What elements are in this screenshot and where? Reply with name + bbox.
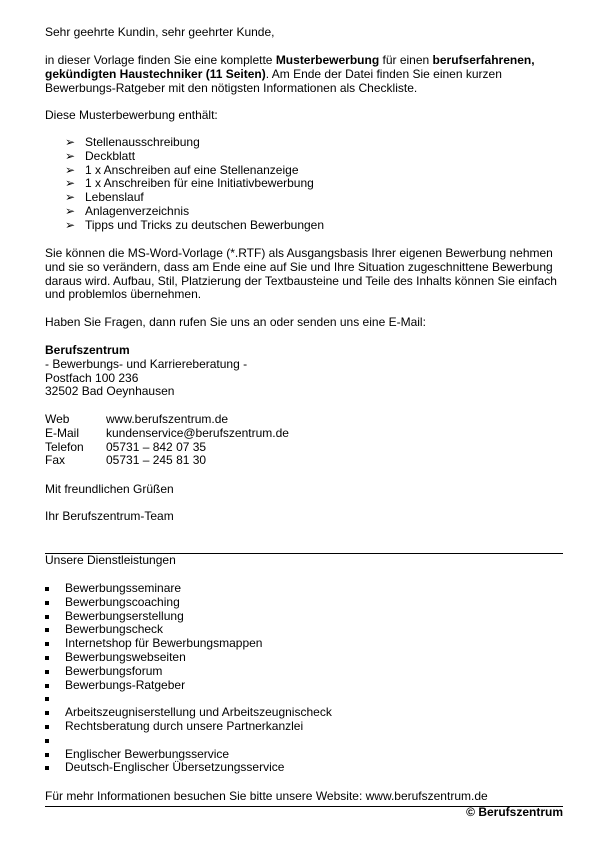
contents-item bbox=[45, 136, 565, 150]
address-block bbox=[45, 344, 565, 399]
contents-item-label: Lebenslauf bbox=[85, 190, 144, 205]
square-bullet-icon bbox=[45, 739, 49, 743]
service-item-label: Bewerbungsforum bbox=[65, 663, 163, 678]
square-bullet-icon bbox=[45, 725, 49, 729]
contents-item-label: Anlagenverzeichnis bbox=[85, 203, 190, 218]
contents-heading: Diese Musterbewerbung enthält: bbox=[45, 108, 218, 122]
contact-row bbox=[45, 441, 565, 455]
service-item bbox=[45, 748, 565, 762]
contact-row bbox=[45, 427, 565, 441]
arrow-bullet-icon: ➢ bbox=[65, 162, 76, 177]
contents-item bbox=[45, 164, 565, 178]
intro-text: für einen bbox=[379, 53, 433, 67]
contents-item-label: Stellenausschreibung bbox=[85, 135, 200, 149]
service-item-label: Internetshop für Bewerbungsmappen bbox=[65, 636, 263, 651]
contents-item bbox=[45, 150, 565, 164]
service-item-label: Bewerbungswebseiten bbox=[65, 649, 186, 664]
square-bullet-icon bbox=[45, 766, 49, 770]
service-item bbox=[45, 596, 565, 610]
contents-item bbox=[45, 205, 565, 219]
intro-text: . Am Ende der Datei finden Sie einen kurzen Bewerbungs-Ratgeber mit den nötigsten Informationen als Checkliste. bbox=[45, 66, 502, 95]
contents-item-label: Tipps und Tricks zu deutschen Bewerbungen bbox=[85, 217, 325, 232]
service-item bbox=[45, 720, 565, 734]
intro-paragraph bbox=[45, 54, 565, 95]
service-item-label: Bewerbungscoaching bbox=[65, 594, 180, 609]
contact-row bbox=[45, 454, 565, 468]
services-heading: Unsere Dienstleistungen bbox=[45, 553, 176, 567]
service-item bbox=[45, 651, 565, 665]
square-bullet-icon bbox=[45, 753, 49, 757]
intro-text: in dieser Vorlage finden Sie eine komplette bbox=[45, 53, 276, 67]
contact-label: Telefon bbox=[45, 439, 84, 454]
contact-row bbox=[45, 413, 565, 427]
service-item bbox=[45, 679, 565, 693]
contact-value: kundenservice@berufszentrum.de bbox=[106, 425, 289, 440]
contact-label: Fax bbox=[45, 453, 66, 468]
square-bullet-icon bbox=[45, 711, 49, 715]
square-bullet-icon bbox=[45, 601, 49, 605]
service-item-label: Rechtsberatung durch unsere Partnerkanzlei bbox=[65, 718, 304, 733]
square-bullet-icon bbox=[45, 656, 49, 660]
contact-value: www.berufszentrum.de bbox=[106, 412, 229, 426]
usage-paragraph: Sie können die MS-Word-Vorlage (*.RTF) als Ausgangsbasis Ihrer eigenen Bewerbung nehmen und sie so verändern, dass am Ende eine auf Sie und Ihre Situation zugeschnittene Bewerbung daraus wird. Aufbau, Stil, Platzierung der Textbausteine und Teile des Inhalts können Sie einfach und problemlos übernehmen. bbox=[45, 246, 557, 302]
square-bullet-icon bbox=[45, 628, 49, 632]
service-item bbox=[45, 623, 565, 637]
service-item bbox=[45, 582, 565, 596]
square-bullet-icon bbox=[45, 587, 49, 591]
arrow-bullet-icon: ➢ bbox=[65, 148, 76, 163]
contents-item-label: Deckblatt bbox=[85, 148, 136, 163]
square-bullet-icon bbox=[45, 684, 49, 688]
intro-bold: berufserfahrenen, gekündigten Haustechniker (11 Seiten) bbox=[45, 53, 535, 81]
arrow-bullet-icon: ➢ bbox=[65, 135, 76, 149]
company-name: Berufszentrum bbox=[45, 343, 130, 357]
square-bullet-icon bbox=[45, 697, 49, 701]
questions-text: Haben Sie Fragen, dann rufen Sie uns an oder senden uns eine E-Mail: bbox=[45, 315, 426, 329]
service-item bbox=[45, 637, 565, 651]
service-item bbox=[45, 706, 565, 720]
square-bullet-icon bbox=[45, 670, 49, 674]
service-item-label: Deutsch-Englischer Übersetzungsservice bbox=[65, 760, 285, 775]
service-item bbox=[45, 692, 565, 706]
services-list bbox=[45, 582, 565, 775]
contact-label: Web bbox=[45, 412, 70, 426]
arrow-bullet-icon: ➢ bbox=[65, 176, 76, 191]
square-bullet-icon bbox=[45, 615, 49, 619]
address-line: 32502 Bad Oeynhausen bbox=[45, 384, 175, 399]
service-item bbox=[45, 665, 565, 679]
signature: Ihr Berufszentrum-Team bbox=[45, 509, 174, 523]
square-bullet-icon bbox=[45, 642, 49, 646]
address-line: - Bewerbungs- und Karriereberatung - bbox=[45, 356, 248, 371]
footer-info: Für mehr Informationen besuchen Sie bitte unsere Website: www.berufszentrum.de bbox=[45, 789, 488, 803]
contact-value: 05731 – 245 81 30 bbox=[106, 453, 207, 468]
contents-item bbox=[45, 219, 565, 233]
service-item-label: Bewerbungserstellung bbox=[65, 608, 184, 623]
arrow-bullet-icon: ➢ bbox=[65, 217, 76, 232]
intro-bold: Musterbewerbung bbox=[275, 53, 380, 67]
contact-table bbox=[45, 413, 565, 468]
service-item bbox=[45, 761, 565, 775]
greeting: Sehr geehrte Kundin, sehr geehrter Kunde, bbox=[45, 25, 275, 39]
service-item-label: Bewerbungscheck bbox=[65, 622, 164, 637]
contents-item bbox=[45, 191, 565, 205]
service-item-label: Bewerbungs-Ratgeber bbox=[65, 677, 186, 692]
contents-list bbox=[45, 136, 565, 233]
contact-value: 05731 – 842 07 35 bbox=[106, 439, 207, 454]
contact-label: E-Mail bbox=[45, 425, 80, 440]
arrow-bullet-icon: ➢ bbox=[65, 190, 76, 205]
service-item-label: Bewerbungsseminare bbox=[65, 581, 182, 595]
contents-item bbox=[45, 177, 565, 191]
service-item bbox=[45, 734, 565, 748]
service-item-label: Englischer Bewerbungsservice bbox=[65, 746, 230, 761]
contents-item-label: 1 x Anschreiben für eine Initiativbewerbung bbox=[85, 176, 314, 191]
contents-item-label: 1 x Anschreiben auf eine Stellenanzeige bbox=[85, 162, 299, 177]
service-item-label: Arbeitszeugniserstellung und Arbeitszeugnischeck bbox=[65, 705, 332, 720]
address-line: Postfach 100 236 bbox=[45, 370, 139, 385]
service-item bbox=[45, 610, 565, 624]
copyright: © Berufszentrum bbox=[466, 805, 563, 819]
arrow-bullet-icon: ➢ bbox=[65, 203, 76, 218]
closing: Mit freundlichen Grüßen bbox=[45, 482, 174, 496]
